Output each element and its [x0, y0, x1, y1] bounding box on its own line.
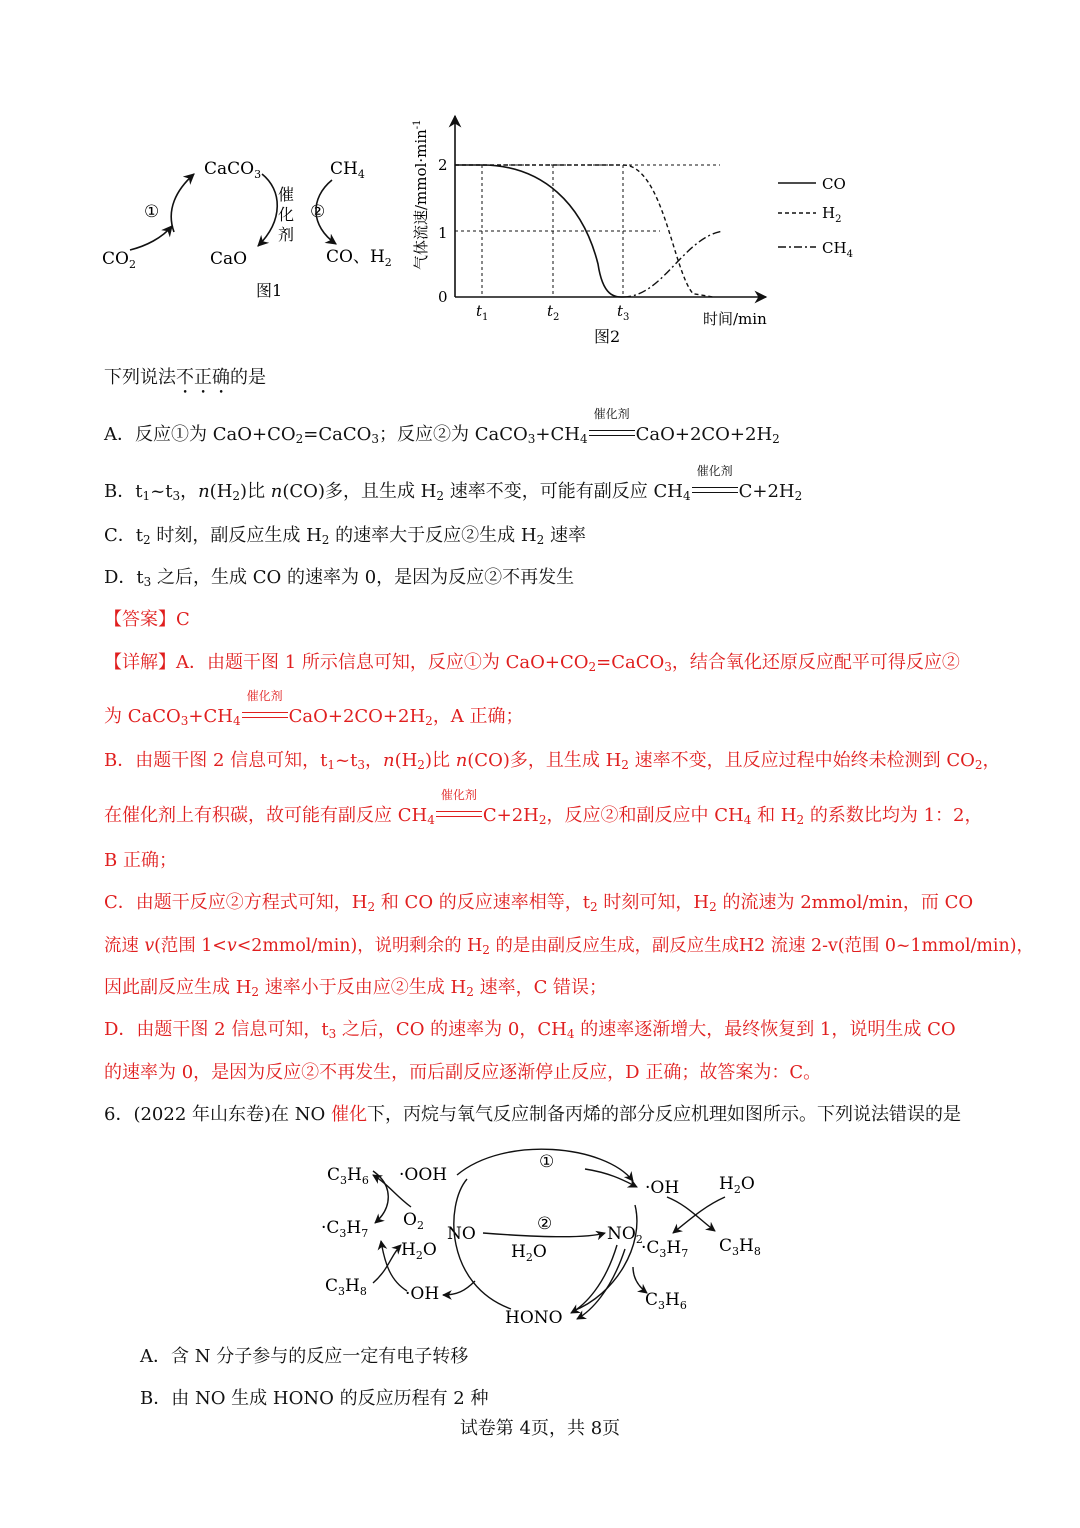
fig1-caco3: CaCO$_3$ — [204, 159, 262, 181]
mech-c3h7-right: $\cdot C_3H_7$ — [641, 1238, 689, 1260]
legend-ch4: $CH_4$ — [822, 239, 853, 260]
option-b: B．$t_1\sim t_3$，$n(H_2)$比 n(CO)多，且生成 $H_2$ 速率不变，可能有副反应 $CH_4$ 催化剂 $C+2H_2$ — [104, 464, 803, 503]
mech-circle-1: ① — [539, 1152, 555, 1172]
mech-h2o-right: $H_2O$ — [719, 1174, 755, 1196]
mech-c3h6-bottom: $C_3H_6$ — [645, 1290, 687, 1312]
mech-c3h6-top: $C_3H_6$ — [327, 1165, 369, 1187]
option-a: A．反应①为 $CaO+CO_2=CaCO_3$；反应②为 $CaCO_3+CH_4$ 催化剂 $CaO+2CO+2H_2$ — [104, 407, 780, 446]
question-stem: 下列说法不正确的是 — [104, 367, 266, 388]
answer-line — [104, 609, 190, 631]
fig1-catalyst-3: 剂 — [278, 225, 295, 244]
mech-c3h7-left: $\cdot C_3H_7$ — [321, 1218, 369, 1240]
option-d: D．$t_3$ 之后，生成 CO 的速率为 0，是因为反应②不再发生 — [104, 567, 575, 589]
detail-label: 【详解】 — [104, 652, 176, 673]
answer-label: 【答案】 — [104, 609, 176, 630]
fig1-catalyst: 催 — [278, 185, 295, 204]
mech-ooh: ·OOH — [399, 1165, 448, 1185]
fig1-arrow-co2 — [130, 226, 172, 250]
fig1-cao: CaO — [210, 249, 248, 269]
mech-oh-right: ·OH — [645, 1178, 680, 1198]
fig1-circle-2: ② — [310, 202, 326, 222]
detail-c1: C．由题干反应②方程式可知，$H_2$ 和 CO 的反应速率相等，$t_2$ 时刻可知，$H_2$ 的流速为 2mmol/min，而 CO — [104, 892, 974, 914]
detail-a2: 为 $CaCO_3+CH_4$ 催化剂 $CaO+2CO+2H_2$，A 正确； — [104, 689, 524, 728]
mech-h2o-mid: $H_2O$ — [511, 1242, 547, 1264]
fig1-circle-1: ① — [144, 202, 160, 222]
legend-h2: $H_2$ — [822, 204, 842, 225]
detail-b2: 在催化剂上有积碳，故可能有副反应 $CH_4$ 催化剂 $C+2H_2$，反应②和副反应中 $CH_4$ 和 $H_2$ 的系数比均为 1：2， — [104, 788, 983, 827]
fig1-caption: 图1 — [256, 281, 283, 300]
detail-c2: 流速 v(范围 1<v<2mmol/min)，说明剩余的 $H_2$ 的是由副反应生成，副反应生成H2 流速 2-v(范围 0~1mmol/min)， — [104, 936, 1034, 957]
detail-c3: 因此副反应生成 $H_2$ 速率小于反由应②生成 $H_2$ 速率，C 错误； — [104, 977, 608, 999]
chart-gridlines — [455, 165, 720, 297]
mech-cross-right-a — [673, 1197, 725, 1233]
fig2-caption: 图2 — [594, 327, 621, 346]
page-footer: 试卷第 4页，共 8页 — [459, 1418, 621, 1439]
figure-1-reaction-cycle — [96, 140, 416, 340]
y-axis-label: 气体流速$/mmol\cdot\min^{-1}$ — [412, 119, 430, 270]
mech-arc-to-oh — [585, 1169, 637, 1187]
figure-2-chart — [400, 100, 880, 350]
answer-value: C — [176, 609, 190, 630]
option-c: C．$t_2$ 时刻，副反应生成 $H_2$ 的速率大于反应②生成 $H_2$ 速率 — [104, 525, 586, 547]
x-tick-t1: $t_1$ — [476, 302, 489, 323]
mech-cross-right-b — [667, 1197, 715, 1231]
mech-c3h8-right: $C_3H_8$ — [719, 1236, 761, 1258]
fig1-co-h2: CO、$H_2$ — [326, 247, 392, 269]
mech-hono: HONO — [505, 1308, 563, 1328]
fig1-co2: $CO_2$ — [102, 249, 136, 271]
mech-arc-right — [573, 1205, 637, 1311]
mech-circle-2: ② — [537, 1214, 553, 1234]
mech-oh-left: ·OH — [405, 1284, 440, 1304]
mech-c3h8-left: $C_3H_8$ — [325, 1276, 367, 1298]
mech-no2: $NO_2$ — [607, 1224, 643, 1246]
fig1-arrow-reaction1 — [171, 174, 194, 232]
detail-d2: 的速率为 0，是因为反应②不再发生，而后副反应逐渐停止反应，D 正确；故答案为：C。 — [104, 1062, 822, 1083]
legend-co: CO — [822, 175, 846, 193]
mech-arrow-no2-to-hono — [571, 1245, 617, 1313]
q6-option-b: B．由 NO 生成 HONO 的反应历程有 2 种 — [140, 1388, 489, 1409]
mech-h2o-left: $H_2O$ — [401, 1240, 437, 1262]
mech-cross-top-a — [373, 1171, 388, 1223]
x-tick-t3: $t_3$ — [617, 302, 630, 323]
q6-stem: 6．(2022 年山东卷)在 NO 催化下，丙烷与氧气反应制备丙烯的部分反应机理如图所示。下列说法错误的是 — [104, 1104, 961, 1125]
mech-o2: $O_2$ — [403, 1210, 424, 1232]
fig1-ch4: $CH_4$ — [330, 159, 365, 181]
y-tick-0: 0 — [438, 288, 448, 306]
mech-arc-left — [454, 1179, 511, 1309]
fig1-arrow-caco3-to-cao — [258, 174, 277, 246]
mech-arrow-hono-to-oh — [443, 1281, 475, 1295]
mech-no: NO — [447, 1224, 476, 1244]
mechanism-figure — [315, 1145, 785, 1330]
y-tick-2: 2 — [438, 156, 448, 174]
x-axis-label: 时间/min — [703, 310, 767, 328]
detail-b1: B．由题干图 2 信息可知，$t_1\sim t_3$，$n(H_2)$比 n(CO)多，且生成 $H_2$ 速率不变，且反应过程中始终未检测到 $CO_2$， — [104, 750, 1001, 772]
detail-b3: B 正确； — [104, 850, 177, 871]
x-tick-t2: $t_2$ — [547, 302, 560, 323]
detail-a1: 【详解】A．由题干图 1 所示信息可知，反应①为 $CaO+CO_2=CaCO_3$，结合氧化还原反应配平可得反应② — [104, 652, 960, 674]
detail-d1: D．由题干图 2 信息可知，$t_3$ 之后，CO 的速率为 0，$CH_4$ 的速率逐渐增大，最终恢复到 1，说明生成 CO — [104, 1019, 956, 1041]
y-tick-1: 1 — [438, 224, 448, 242]
mech-arrow-hono-back — [577, 1249, 625, 1319]
fig1-catalyst-2: 化 — [278, 205, 295, 224]
series-ch4-line — [623, 231, 723, 297]
q6-option-a: A．含 N 分子参与的反应一定有电子转移 — [140, 1346, 469, 1367]
